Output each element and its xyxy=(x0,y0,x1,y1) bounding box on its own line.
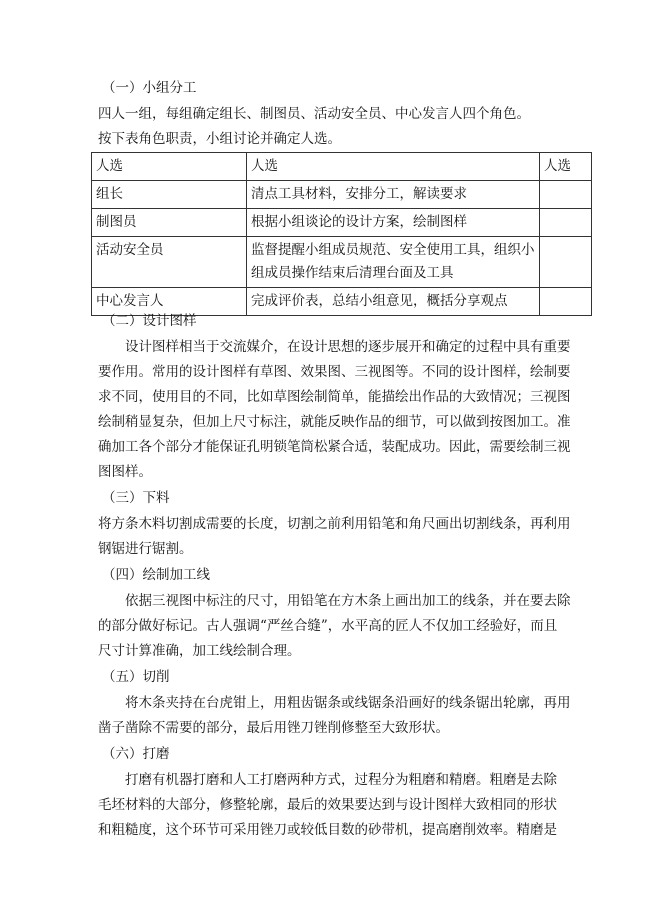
duty-cell: 清点工具材料，安排分工，解读要求 xyxy=(247,181,540,209)
table-header-row xyxy=(92,153,592,181)
table-header-cell: 人选 xyxy=(540,153,592,181)
duty-cell xyxy=(247,237,540,288)
section-heading-shaping: （五）切削 xyxy=(102,669,170,685)
person-cell xyxy=(540,237,592,288)
table-row xyxy=(92,209,592,237)
person-cell xyxy=(540,288,592,316)
duty-line: 组成员操作结束后清理台面及工具 xyxy=(251,265,454,281)
paragraph-line: 将方条木料切割成需要的长度，切割之前利用铅笔和角尺画出切割线条，再利用 xyxy=(98,516,571,532)
table-row xyxy=(92,237,592,288)
paragraph-line: 绘制稍显复杂，但加上尺寸标注，就能反映作品的细节，可以做到按图加工。准 xyxy=(98,414,571,430)
paragraph-line: 图图样。 xyxy=(98,464,152,480)
table-header-cell: 人选 xyxy=(92,153,247,181)
section-heading-marking-lines: （四）绘制加工线 xyxy=(102,567,210,583)
role-cell: 中心发言人 xyxy=(92,288,247,316)
section-heading-sanding: （六）打磨 xyxy=(102,746,170,762)
role-cell: 制图员 xyxy=(92,209,247,237)
paragraph-line: 依据三视图中标注的尺寸，用铅笔在方木条上画出加工的线条，并在要去除 xyxy=(125,593,571,609)
paragraph-line: 和粗糙度，这个环节可采用锉刀或较低目数的砂带机，提高磨削效率。精磨是 xyxy=(98,822,557,838)
person-cell xyxy=(540,209,592,237)
paragraph-line: 尺寸计算准确，加工线绘制合理。 xyxy=(98,643,301,659)
paragraph-line: 钢锯进行锯割。 xyxy=(98,541,193,557)
paragraph-line: 打磨有机器打磨和人工打磨两种方式，过程分为粗磨和精磨。粗磨是去除 xyxy=(125,772,557,788)
paragraph-line: 四人一组，每组确定组长、制图员、活动安全员、中心发言人四个角色。 xyxy=(98,106,530,122)
paragraph-line: 按下表角色职责，小组讨论并确定人选。 xyxy=(98,131,341,147)
section-heading-cutting-material: （三）下料 xyxy=(102,490,170,506)
paragraph-line: 设计图样相当于交流媒介，在设计思想的逐步展开和确定的过程中具有重要 xyxy=(125,339,571,355)
table-header-cell: 人选 xyxy=(247,153,540,181)
duty-line: 监督提醒小组成员规范、安全使用工具，组织小 xyxy=(251,242,535,258)
role-table xyxy=(91,152,592,316)
paragraph-line: 求不同，使用目的不同，比如草图绘制简单，能描绘出作品的大致情况；三视图 xyxy=(98,389,571,405)
table-row xyxy=(92,181,592,209)
section-heading-design-drawing: （二）设计图样 xyxy=(102,313,197,329)
paragraph-line: 的部分做好标记。古人强调“严丝合缝”，水平高的匠人不仅加工经验好，而且 xyxy=(98,618,558,634)
paragraph-line: 将木条夹持在台虎钳上，用粗齿锯条或线锯条沿画好的线条锯出轮廓，再用 xyxy=(125,695,571,711)
paragraph-line: 要作用。常用的设计图样有草图、效果图、三视图等。不同的设计图样，绘制要 xyxy=(98,364,571,380)
paragraph-line: 凿子凿除不需要的部分，最后用锉刀锉削修整至大致形状。 xyxy=(98,720,449,736)
duty-cell: 根据小组谈论的设计方案，绘制图样 xyxy=(247,209,540,237)
duty-cell: 完成评价表，总结小组意见，概括分享观点 xyxy=(247,288,540,316)
paragraph-line: 毛坯材料的大部分，修整轮廓，最后的效果要达到与设计图样大致相同的形状 xyxy=(98,797,557,813)
paragraph-line: 确加工各个部分才能保证孔明锁笔筒松紧合适，装配成功。因此，需要绘制三视 xyxy=(98,439,571,455)
role-cell: 活动安全员 xyxy=(92,237,247,288)
section-heading-group-division: （一）小组分工 xyxy=(102,80,197,96)
person-cell xyxy=(540,181,592,209)
role-cell: 组长 xyxy=(92,181,247,209)
